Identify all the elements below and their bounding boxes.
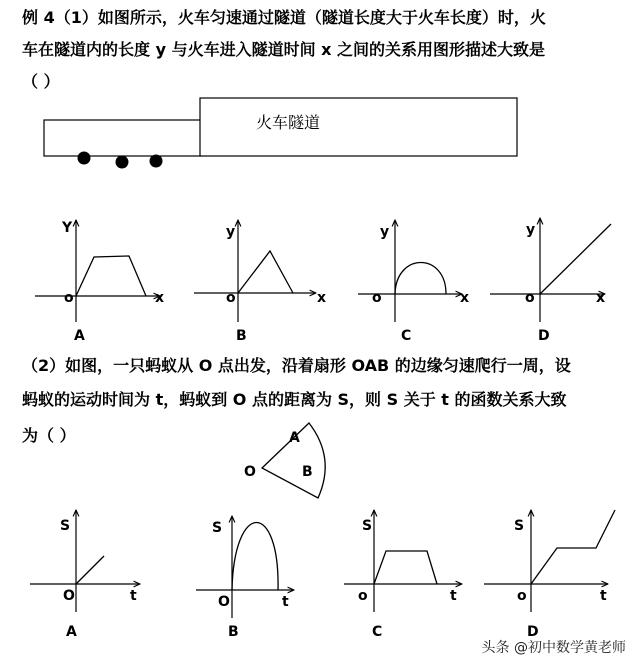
tunnel-label: 火车隧道 (256, 113, 321, 132)
graph1-c-curve (395, 263, 446, 295)
problem2-line3: 为（ ） (22, 426, 76, 445)
graph1-b-ylabel: y (226, 224, 236, 240)
graph2-a-letter: A (66, 624, 77, 640)
graph1-c-origin: o (372, 290, 382, 306)
graph2-d-slabel: S (514, 518, 525, 534)
graph1-c-xlabel: x (460, 290, 470, 306)
sector-o-label: O (244, 464, 256, 480)
graph1-d-curve (540, 224, 611, 294)
graph2-c-slabel: S (362, 518, 373, 534)
train-wheel (116, 156, 129, 169)
graph1-c-ylabel: y (380, 224, 390, 240)
tunnel-rect (200, 98, 517, 156)
graph1-d (490, 218, 611, 344)
graph2-a (30, 510, 140, 640)
problem1-line2: 车在隧道内的长度 y 与火车进入隧道时间 x 之间的关系用图形描述大致是 (22, 40, 546, 59)
graph2-a-origin: O (63, 588, 75, 604)
graph2-d-curve (531, 510, 615, 584)
graph1-a-xlabel: x (155, 290, 165, 306)
graph2-c (344, 510, 462, 640)
graph1-b-origin: o (226, 290, 236, 306)
watermark: 头条 @初中数学黄老师 (481, 640, 626, 656)
graph2-d (484, 510, 615, 640)
problem2-line1: （2）如图，一只蚂蚁从 O 点出发，沿着扇形 OAB 的边缘匀速爬行一周，设 (22, 356, 571, 375)
graph1-d-ylabel: y (526, 222, 536, 238)
graph1-a-origin: o (64, 290, 74, 306)
problem2-line2: 蚂蚁的运动时间为 t，蚂蚁到 O 点的距离为 S，则 S 关于 t 的函数关系大致 (22, 390, 567, 409)
graph2-a-tlabel: t (130, 588, 137, 604)
graph2-b (196, 516, 294, 640)
graph1-a-ylabel: Y (62, 220, 73, 236)
graph2-b-slabel: S (212, 520, 223, 536)
graph2-a-slabel: S (60, 518, 71, 534)
graph2-b-tlabel: t (282, 594, 289, 610)
graph1-b (194, 220, 326, 344)
graph1-c-letter: C (401, 328, 412, 344)
graph2-d-letter: D (527, 624, 539, 640)
graph1-b-xlabel: x (317, 290, 327, 306)
graph1-d-letter: D (538, 328, 550, 344)
graph2-c-curve (374, 551, 437, 584)
graph1-c (358, 220, 469, 344)
graph1-b-letter: B (236, 328, 247, 344)
problem1-line1: 例 4（1）如图所示，火车匀速通过隧道（隧道长度大于火车长度）时，火 (22, 8, 546, 27)
train-tunnel-figure (44, 98, 517, 169)
sector-b-label: B (302, 464, 313, 480)
train-wheel (78, 152, 91, 165)
problem1-line3: （ ） (22, 72, 60, 91)
graph2-c-origin: o (358, 588, 368, 604)
graph1-a-letter: A (74, 328, 85, 344)
graph2-b-letter: B (228, 624, 239, 640)
graph2-b-origin: O (218, 594, 230, 610)
graph2-b-curve (232, 523, 278, 591)
graph2-c-tlabel: t (450, 588, 457, 604)
graph1-d-origin: o (525, 290, 535, 306)
graph2-a-curve (76, 556, 104, 584)
train-body (44, 120, 202, 156)
graph1-a (35, 220, 164, 344)
sector-a-label: A (289, 430, 300, 446)
graph1-b-curve (238, 251, 293, 293)
graph1-a-curve (76, 256, 146, 296)
train-wheel (150, 155, 163, 168)
graph1-d-xlabel: x (596, 290, 606, 306)
graph2-d-tlabel: t (600, 588, 607, 604)
graph2-c-letter: C (372, 624, 383, 640)
sector-figure (244, 423, 325, 498)
graph2-d-origin: o (517, 588, 527, 604)
